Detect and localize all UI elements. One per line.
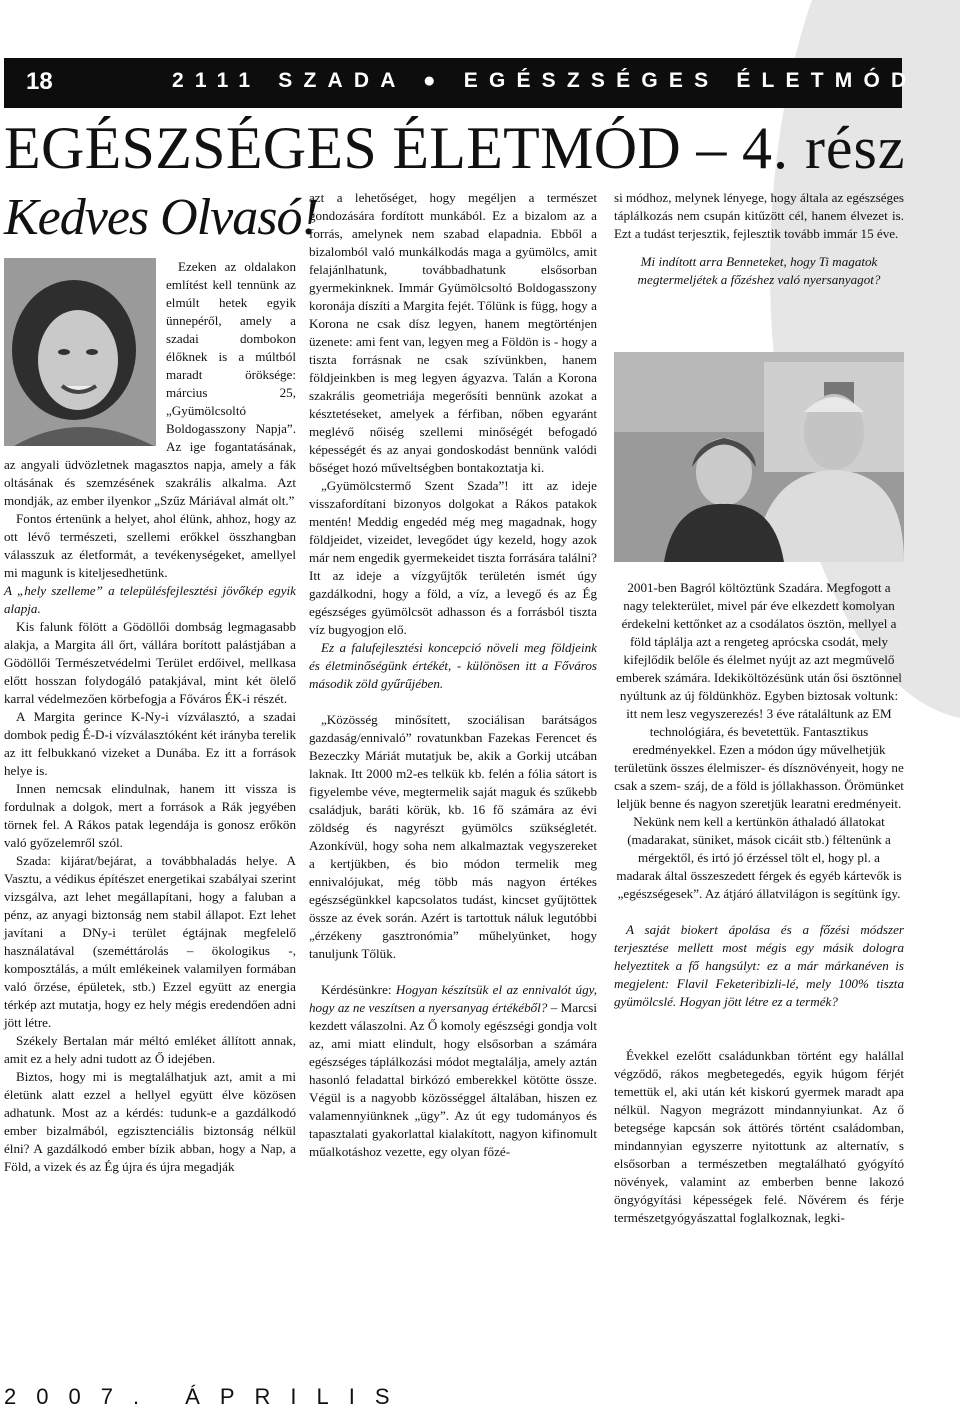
running-header (4, 58, 918, 108)
article-column-2 (309, 189, 597, 1161)
couple-photo (614, 352, 904, 562)
article-title-part: 4. rész (741, 115, 906, 181)
paragraph: Fontos értenünk a helyet, ahol élünk, ahhoz, hogy az ott lévő természeti, szellemi erőkkel összhangban válasszuk az életformát, a tevékenységeket, amellyel mi magunk is kiteljesedhetünk. (4, 511, 296, 580)
interview-question: Hogyan készítsük el az ennivalót úgy, hogy az ne veszítsen a nyersanyag értékéből? (309, 982, 598, 1015)
interview-question-paragraph (309, 981, 597, 1161)
paragraph: Székely Bertalan már méltó emléket állított annak, amit ez a hely adni tudott az Ő idejében. (4, 1033, 296, 1066)
paragraph: azt a lehetőséget, hogy megéljen a természet gondozására fordított munkából. Ez a bizalom az a forrás, amelynek nem szabad elapadnia. Ebből a bizalomból való munkálkodás maga a gyümölcs, amit felajánlhatunk, továbbadhatunk elsősorban gyermekinknek. Immár Gyümölcsoltó Boldogasszony koronája díszíti a Margita fejét. Tőlünk is függ, hogy a Korona ne csak dísz legyen, hanem megtörténjen üzenete: ami fent van, legyen meg a Földön is - hogy a tiszta forrásnak ne csak szívünkben, hanem földjeinkben is meg legyen ágyazva. Talán a Korona szakrális geometriája megerősíti bennünk azokat a késztetéseket, amelyek a férfiban, nőben egyaránt meglévő nőiség szellemi minőségét befogadó képességét és az anyai gondoskodást bennünk valódi bőséget hozó műveltségben bontakoztatja ki. (309, 190, 597, 475)
question-lead: Kérdésünkre: (321, 982, 392, 997)
greeting: Kedves Olvasó! (4, 189, 318, 246)
article-title (4, 108, 906, 188)
paragraph: Biztos, hogy mi is megtalálhatjuk azt, amit a mi életünk alatt ezzel a hellyel együtt élve közösen adhatunk. Most az a kérdés: tudunk-e a gazdálkodó ember bizalmából, egzisztenciális biztonság nélkül élni? A gazdálkodó ember bízik abban, hogy a Nap, a Föld, a vizek és az Ég újra és újra megadják (4, 1069, 296, 1174)
paragraph: Kis falunk fölött a Gödöllői dombság legmagasabb alakja, a Margita áll őrt, vállára borított palástjában a Gödöllői Természetvédelmi Terület erdőivel, mellkasa előtt hosszan folydogáló patakjával, mint két ölelő karral védelmezően körbefogja a Főváros ÉK-i részét. (4, 619, 296, 706)
portrait-photo-woman (4, 258, 162, 446)
paragraph: Ez a falufejlesztési koncepció növeli meg földjeink és életminőségünk értékét, - különösen itt a Főváros második zöld gyűrűjében. (309, 640, 597, 691)
paragraph: si módhoz, melynek lényege, hogy általa az egészséges táplálkozás nem csupán kitűzött cél, hanem élvezet is. Ezt a tudást terjesztik, fejlesztik tovább immár 15 éve. (614, 190, 904, 241)
interview-question: A saját biokert ápolása és a főzési módszer terjesztése mellett most mégis egy másik dologra helyeztitek a fő hangsúlyt: ez a már márkanéven is megjelent: Flavil Feketeribizli-lé, mely 100% tiszta gyümölcslé. Hogyan jött létre ez a termék? (614, 922, 904, 1009)
paragraph: Évekkel ezelőtt családunkban történt egy halállal végződő, rákos megbetegedés, egyik húgom férjét temettük el, aki után két kiskorú gyermek maradt apa nélkül. Nagyon megrázott mindannyiunkat. Az ő betegsége kapcsán sok áttörés történt családomban, mindannyian egyszerre nyitottunk az alternatív, s elsősorban a természetben megtalálható gyógyító növények, valamint az emberben benne lakozó öngyógyítási képességek felé. Nővérem és férje természetgyógyászattal foglalkoznak, legki- (614, 1048, 904, 1225)
paragraph: 2001-ben Bagról költöztünk Szadára. Megfogott a nagy telekterület, mivel pár éve elkezdett komolyan érdekelni kettőnket az a csodálatos ösztön, mellyel a föld táplálja azt a rengeteg aprócska csodát, mely kifejlődik belőle és élelmet nyújt az azt megművelő emberek számára. Idekiköltözésünk után ősi ösztönnel nyúltunk az új földünkhöz. Egyben biztosak voltunk: itt nem lesz vegyszerezés! 3 éve rátaláltunk az EM technológiára, és bevetettük. Fantasztikus eredményekkel. Ezen a módon úgy művelhetjük területünk összes élelmiszer- és dísznövényeit, hogy ne csak a szem- száj, de a föld is jóllakhasson. Örömünket leljük benne és nagyon szeretjük learatni eredményeit. Nekünk nem kell a kertünkön áthaladó állatokat (madarakat, süniket, mások cicáit stb.) féltenünk a mérgektől, és irtó jó érzéssel tölt el, hogy pl. a madarak által összeszedett férgek és egyéb kártevők is „egészségesek”. Az átjáró állatvilágon is segítünk így. (614, 580, 904, 901)
article-column-3 (614, 189, 904, 289)
paragraph: A „hely szelleme” a településfejlesztési jövőkép egyik alapja. (4, 583, 296, 616)
paragraph: „Gyümölcstermő Szent Szada”! itt az ideje visszafordítani bizonyos dolgokat a Rákos patakok mentén! Meddig engedéd még meg magadnak, hogy földjeidet, vizeidet, levegődet úgy kezeld, hogy azok már nem engedik gyermekeidet tiszta forrására találni? Itt az ideje a vízgyűjtők területén ismét úgy gazdálkodni, hogy a föld, a víz, a levegő és az Ég egészséges gyümölcsöt adhasson és a forrásból tiszta víz bugyogjon elő. (309, 478, 597, 637)
article-column-1 (4, 258, 296, 1176)
interview-question: Mi indított arra Benneteket, hogy Ti magatok megtermeljétek a főzéshez való nyersanyagot? (637, 254, 881, 287)
paragraph: Ezeken az oldalakon említést kell tennünk az elmúlt hetek egyik ünnepéről, amely a szadai dombokon élőknek is a múltból maradt öröksége: március 25, „Gyümölcsoltó Boldogasszony Napja”. Az ige fogantatásának, az angyali üdvözletnek magasztos napja, amely a fák oltásának és szemzésének szakrális alkalma. Azt mondják, az ember ilyenkor „Szűz Máriával almát olt.” (4, 259, 296, 508)
paragraph: Innen nemcsak elindulnak, hanem itt vissza is fordulnak a dolgok, mert a források a Rák jegyében törnek fel. A Rákos patak legendája is gonosz erőkön való győzelemről szól. (4, 781, 296, 850)
paragraph: A Margita gerince K-Ny-i vízválasztó, a szadai dombok pedig É-D-i vízválasztóként két irányba terelik az itt felbukkanó vizeket a Dunába. Ez itt a források helye is. (4, 709, 296, 778)
interview-answer: – Marcsi kezdett válaszolni. Az Ő komoly egészségi gondja volt az, ami miatt elindult, hogy elsősorban a számára egészséges táplálkozási módot megtalálja, amely aztán hasonló feladattal birkózó emberekkel kötötte össze. Végül is a nagyobb közösséggel általában, hiszen ez valamennyiünknek „ügy”. Az út egy tudományos és tapasztalati gyakorlattal kialakított, nagyon kifinomult műalkotáshoz vezette, egy olyan főzé- (309, 1000, 597, 1159)
article-column-3-continued (614, 579, 904, 1227)
issue-date: 2007. ÁPRILIS (4, 1384, 410, 1409)
running-title: 2111 SZADA ● EGÉSZSÉGES ÉLETMÓD (172, 69, 918, 92)
paragraph: Szada: kijárat/bejárat, a továbbhaladás helye. A Vasztu, a védikus építészet energetikai szabályai szerint vizsgálva, azt lehet megállapítani, hogy a faluban a pénz, az anyagi biztonság nem stabil állapot. Ezt lehet javítani a DNy-i terület égtájnak megfelelő használatával (szeméttárolás – ökologikus -, komposztálás, a múlt emlékeinek valamilyen formában való őrzése, épületek, stb.) Ezzel együtt az energia térkép azt mutatja, hogy ez hely mégis eredendően adni jött létre. (4, 853, 296, 1030)
article-title-main: EGÉSZSÉGES ÉLETMÓD – (4, 115, 742, 181)
page-number: 18 (26, 68, 53, 95)
paragraph: „Közösség minősített, szociálisan barátságos gazdaság/ennivaló” rovatunkban Fazekas Ferencet és Bezeczky Máriát mutatjuk be, akik a Gorkij utcában laknak. Itt 2000 m2-es telkük kb. felén a fólia sátort is figyelembe véve, megtermelik saját maguk és szűkebb családjuk, baráti körük, kb. 16 fő számára az évi zöldség és nagyrészt gyümölcs szükségletét. Azonkívül, hogy soha nem alkalmaztak vegyszereket a kertjükben, és bio módon termelik meg ennivalójukat, még több más nagyon értékes egészségünkkel kapcsolatos tudást, kincset gyűjtöttek össze az évek során. Azért is tartottuk náluk legutóbbi „érzékeny gasztronómia” műhelyünket, hogy tanuljunk Tőlük. (309, 712, 597, 961)
